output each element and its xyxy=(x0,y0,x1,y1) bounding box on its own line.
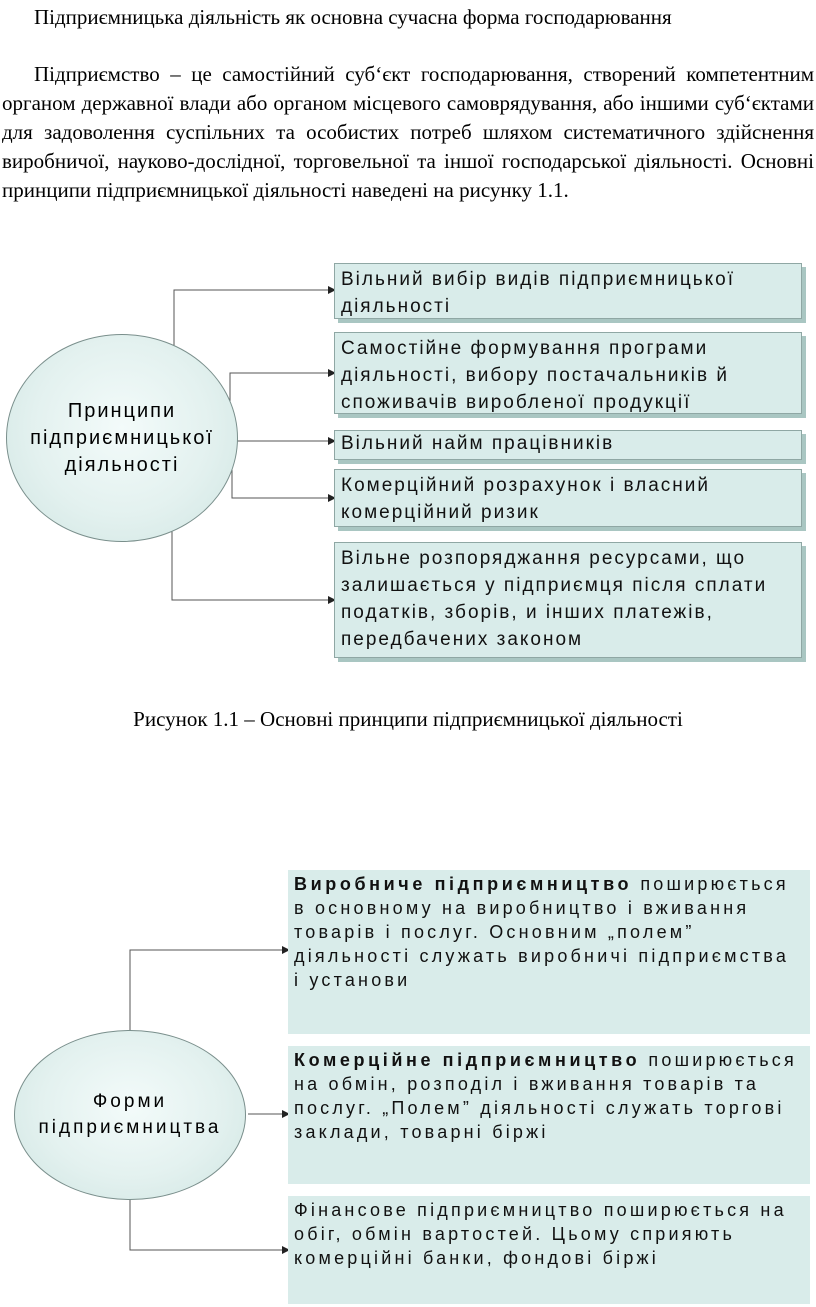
principles-ellipse xyxy=(6,334,238,542)
ellipse-line: підприємництва xyxy=(38,1117,222,1138)
document-title: Підприємницька діяльність як основна сучасна форма господарювання xyxy=(34,5,672,29)
form-box-production xyxy=(288,870,810,1034)
form-heading: Виробниче підприємництво xyxy=(294,874,633,894)
form-box-financial xyxy=(288,1196,810,1304)
forms-ellipse xyxy=(14,1030,246,1200)
ellipse-line: діяльності xyxy=(64,453,180,476)
principle-box: Вільний найм працівників xyxy=(334,430,802,460)
ellipse-line: Форми xyxy=(92,1091,168,1112)
principle-box: Самостійне формування програми діяльності, вибору постачальників й споживачів виробленої продукції xyxy=(334,332,802,414)
form-heading: Комерційне підприємництво xyxy=(294,1050,641,1070)
ellipse-line: Принципи xyxy=(67,399,177,422)
intro-paragraph: Підприємство – це самостійний суб‘єкт господарювання, створений компетентним органом державної влади або органом місцевого самоврядування, або іншими суб‘єктами для задоволення суспільних та особистих потреб шляхом систематичного здійснення виробничої, науково-дослідної, торговельної та іншої господарської діяльності. Основні принципи підприємницької діяльності наведені на рисунку 1.1. xyxy=(2,62,814,202)
figure1-caption: Рисунок 1.1 – Основні принципи підприємницької діяльності xyxy=(133,707,683,731)
form-text: поширюється в основному на виробництво і вживання товарів і послуг. Основним „полем” діяльності служать виробничі підприємства і установи xyxy=(294,874,790,990)
form-text: поширюється на обіг, обмін вартостей. Цьому сприяють комерційні банки, фондові біржі xyxy=(294,1200,787,1268)
form-heading: Фінансове підприємництво xyxy=(294,1200,596,1220)
principle-box: Комерційний розрахунок і власний комерційний ризик xyxy=(334,469,802,527)
principle-box: Вільний вибір видів підприємницької діяльності xyxy=(334,263,802,319)
form-text: поширюється на обмін, розподіл і вживання товарів та послуг. „Полем” діяльності служать торгові заклади, товарні біржі xyxy=(294,1050,797,1142)
principle-box: Вільне розпоряджання ресурсами, що залишається у підприємця після сплати податків, зборів, и інших платежів, передбачених законом xyxy=(334,542,802,658)
form-box-commercial xyxy=(288,1046,810,1184)
ellipse-line: підприємницької xyxy=(30,426,214,449)
